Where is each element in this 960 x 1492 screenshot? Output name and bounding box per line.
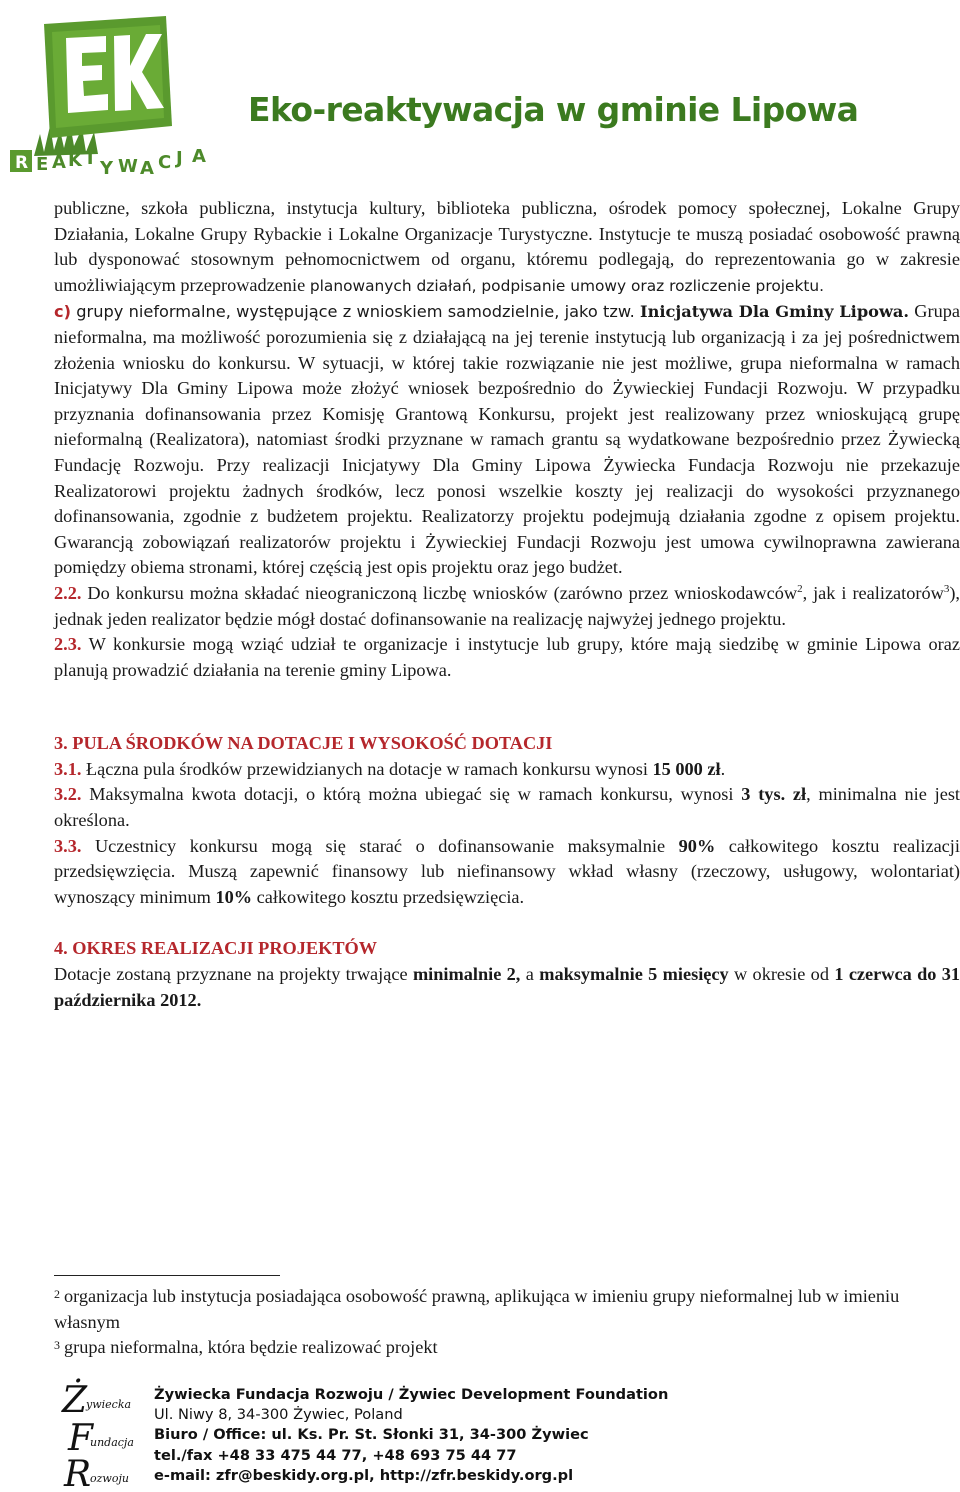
svg-text:W: W — [118, 156, 138, 177]
svg-text:ozwoju: ozwoju — [90, 1472, 129, 1485]
footnote: $^3$ grupa nieformalna, która będzie realizować projekt — [54, 1337, 438, 1358]
paragraph-2-2: 2.2. Do konkursu można składać nieograniczoną liczbę wniosków (zarówno przez wnioskodawców$^2$, jak i realizatorów$^3$), jednak jeden realizator będzie mógł dostać dofinansowanie na realizację najwyżej jednego projektu. — [54, 582, 960, 629]
svg-text:C: C — [158, 152, 172, 173]
paragraph-2-3: 2.3. W konkursie mogą wziąć udział te organizacje i instytucje lub grupy, które mają siedzibę w gminie Lipowa oraz planują prowadzić działania na terenie gminy Lipowa. — [54, 634, 960, 680]
footer-org-name: Żywiecka Fundacja Rozwoju / Żywiec Development Foundation — [154, 1386, 669, 1403]
paragraph-3-2: 3.2. Maksymalna kwota dotacji, o którą można ubiegać się w ramach konkursu, wynosi 3 tys. zł, minimalna nie jest określona. — [54, 784, 960, 831]
svg-text:K: K — [68, 150, 82, 171]
footnotes — [54, 1284, 960, 1361]
section-heading-3: 3. PULA ŚRODKÓW NA DOTACJE I WYSOKOŚĆ DOTACJI — [54, 733, 553, 754]
footer-address: Ul. Niwy 8, 34-300 Żywiec, Poland — [154, 1406, 403, 1424]
ek-reaktywacja-logo — [4, 6, 226, 182]
paragraph-4: Dotacje zostaną przyznane na projekty trwające minimalnie 2, a maksymalnie 5 miesięcy w okresie od 1 czerwca do 31 października 2012. — [54, 964, 960, 1010]
header-title: Eko-reaktywacja w gminie Lipowa — [248, 90, 859, 129]
paragraph: publiczne, szkoła publiczna, instytucja kultury, biblioteka publiczna, ośrodek pomocy społecznej, Lokalne Grupy Działania, Lokalne Grupy Rybackie i Lokalne Organizacje Turystyczne. Instytucje te muszą posiadać osobowość prawną lub dysponować stosownym pełnomocnictwem od organu, któremu podlegają, do reprezentowania go w zakresie umożliwiającym przeprowadzenie planowanych działań, podpisanie umowy oraz rozliczenie projektu. — [54, 198, 960, 295]
svg-text:T: T — [84, 148, 97, 169]
footnote-separator — [54, 1275, 280, 1276]
svg-text:E: E — [36, 154, 49, 175]
svg-text:undacja: undacja — [90, 1436, 134, 1449]
zfr-logo — [60, 1378, 140, 1490]
svg-text:Ż: Ż — [62, 1380, 88, 1421]
paragraph-c: c) grupy nieformalne, występujące z wnioskiem samodzielnie, jako tzw. Inicjatywa Dla Gminy Lipowa. Grupa nieformalna, ma możliwość porozumienia się z działającą na jej terenie instytucją lub organizacją i za jej pośrednictwem złożenia wniosku do konkursu. W sytuacji, w której takie rozwiązanie nie jest możliwe, grupa nieformalna w ramach Inicjatywy Dla Gminy Lipowa może złożyć wniosek bezpośrednio do Żywieckiej Fundacji Rozwoju. W przypadku przyznania dofinansowania przez Komisję Grantową Konkursu, projekt jest realizowany przez wnioskującą grupę nieformalną (Realizatora), natomiast środki przyznane w ramach grantu są wydatkowane bezpośrednio przez Żywiecką Fundację Rozwoju. Przy realizacji Inicjatywy Dla Gminy Lipowa Żywiecka Fundacja Rozwoju nie przekazuje Realizatorowi projektu żadnych środków, lecz ponosi wszelkie koszty jej realizacji do wysokości przyznanego dofinansowania, zgodnie z budżetem projektu. Realizatorzy projektu podejmują działania zgodne z opisem projektu. Gwarancją zobowiązań realizatorów projektu i Żywieckiej Fundacji Rozwoju jest umowa cywilnoprawna zawierana pomiędzy obiema stronami, której częścią jest opis projektu oraz jego budżet. — [54, 301, 960, 578]
svg-text:J: J — [176, 148, 183, 169]
svg-text:R: R — [64, 1454, 92, 1490]
svg-text:A: A — [52, 152, 66, 173]
footer-contact — [154, 1385, 668, 1486]
footnote: $^2$ organizacja lub instytucja posiadająca osobowość prawną, aplikująca w imieniu grupy nieformalnej lub w imieniu własnym — [54, 1286, 900, 1332]
paragraph-3-1: 3.1. Łączna pula środków przewidzianych na dotacje w ramach konkursu wynosi 15 000 zł. — [54, 758, 726, 779]
svg-text:R: R — [15, 153, 29, 173]
list-marker: c) — [54, 302, 71, 322]
section-heading-4: 4. OKRES REALIZACJI PROJEKTÓW — [54, 938, 378, 959]
footer-office: Biuro / Office: ul. Ks. Pr. St. Słonki 31, 34-300 Żywiec — [154, 1426, 589, 1444]
svg-text:Y: Y — [100, 158, 114, 179]
svg-text:A: A — [140, 158, 154, 179]
document-body — [54, 196, 960, 1013]
svg-text:F: F — [68, 1418, 93, 1459]
svg-text:A: A — [192, 146, 206, 167]
svg-text:ywiecka: ywiecka — [86, 1398, 132, 1411]
paragraph-3-3: 3.3. Uczestnicy konkursu mogą się starać o dofinansowanie maksymalnie 90% całkowitego kosztu realizacji przedsięwzięcia. Muszą zapewnić finansowy lub niefinansowy wkład własny (rzeczowy, usługowy, wolontariat) wynoszący minimum 10% całkowitego kosztu przedsięwzięcia. — [54, 835, 960, 907]
footer-phone: tel./fax +48 33 475 44 77, +48 693 75 44 77 — [154, 1446, 517, 1464]
footer-email[interactable]: e-mail: zfr@beskidy.org.pl, http://zfr.beskidy.org.pl — [154, 1466, 574, 1484]
